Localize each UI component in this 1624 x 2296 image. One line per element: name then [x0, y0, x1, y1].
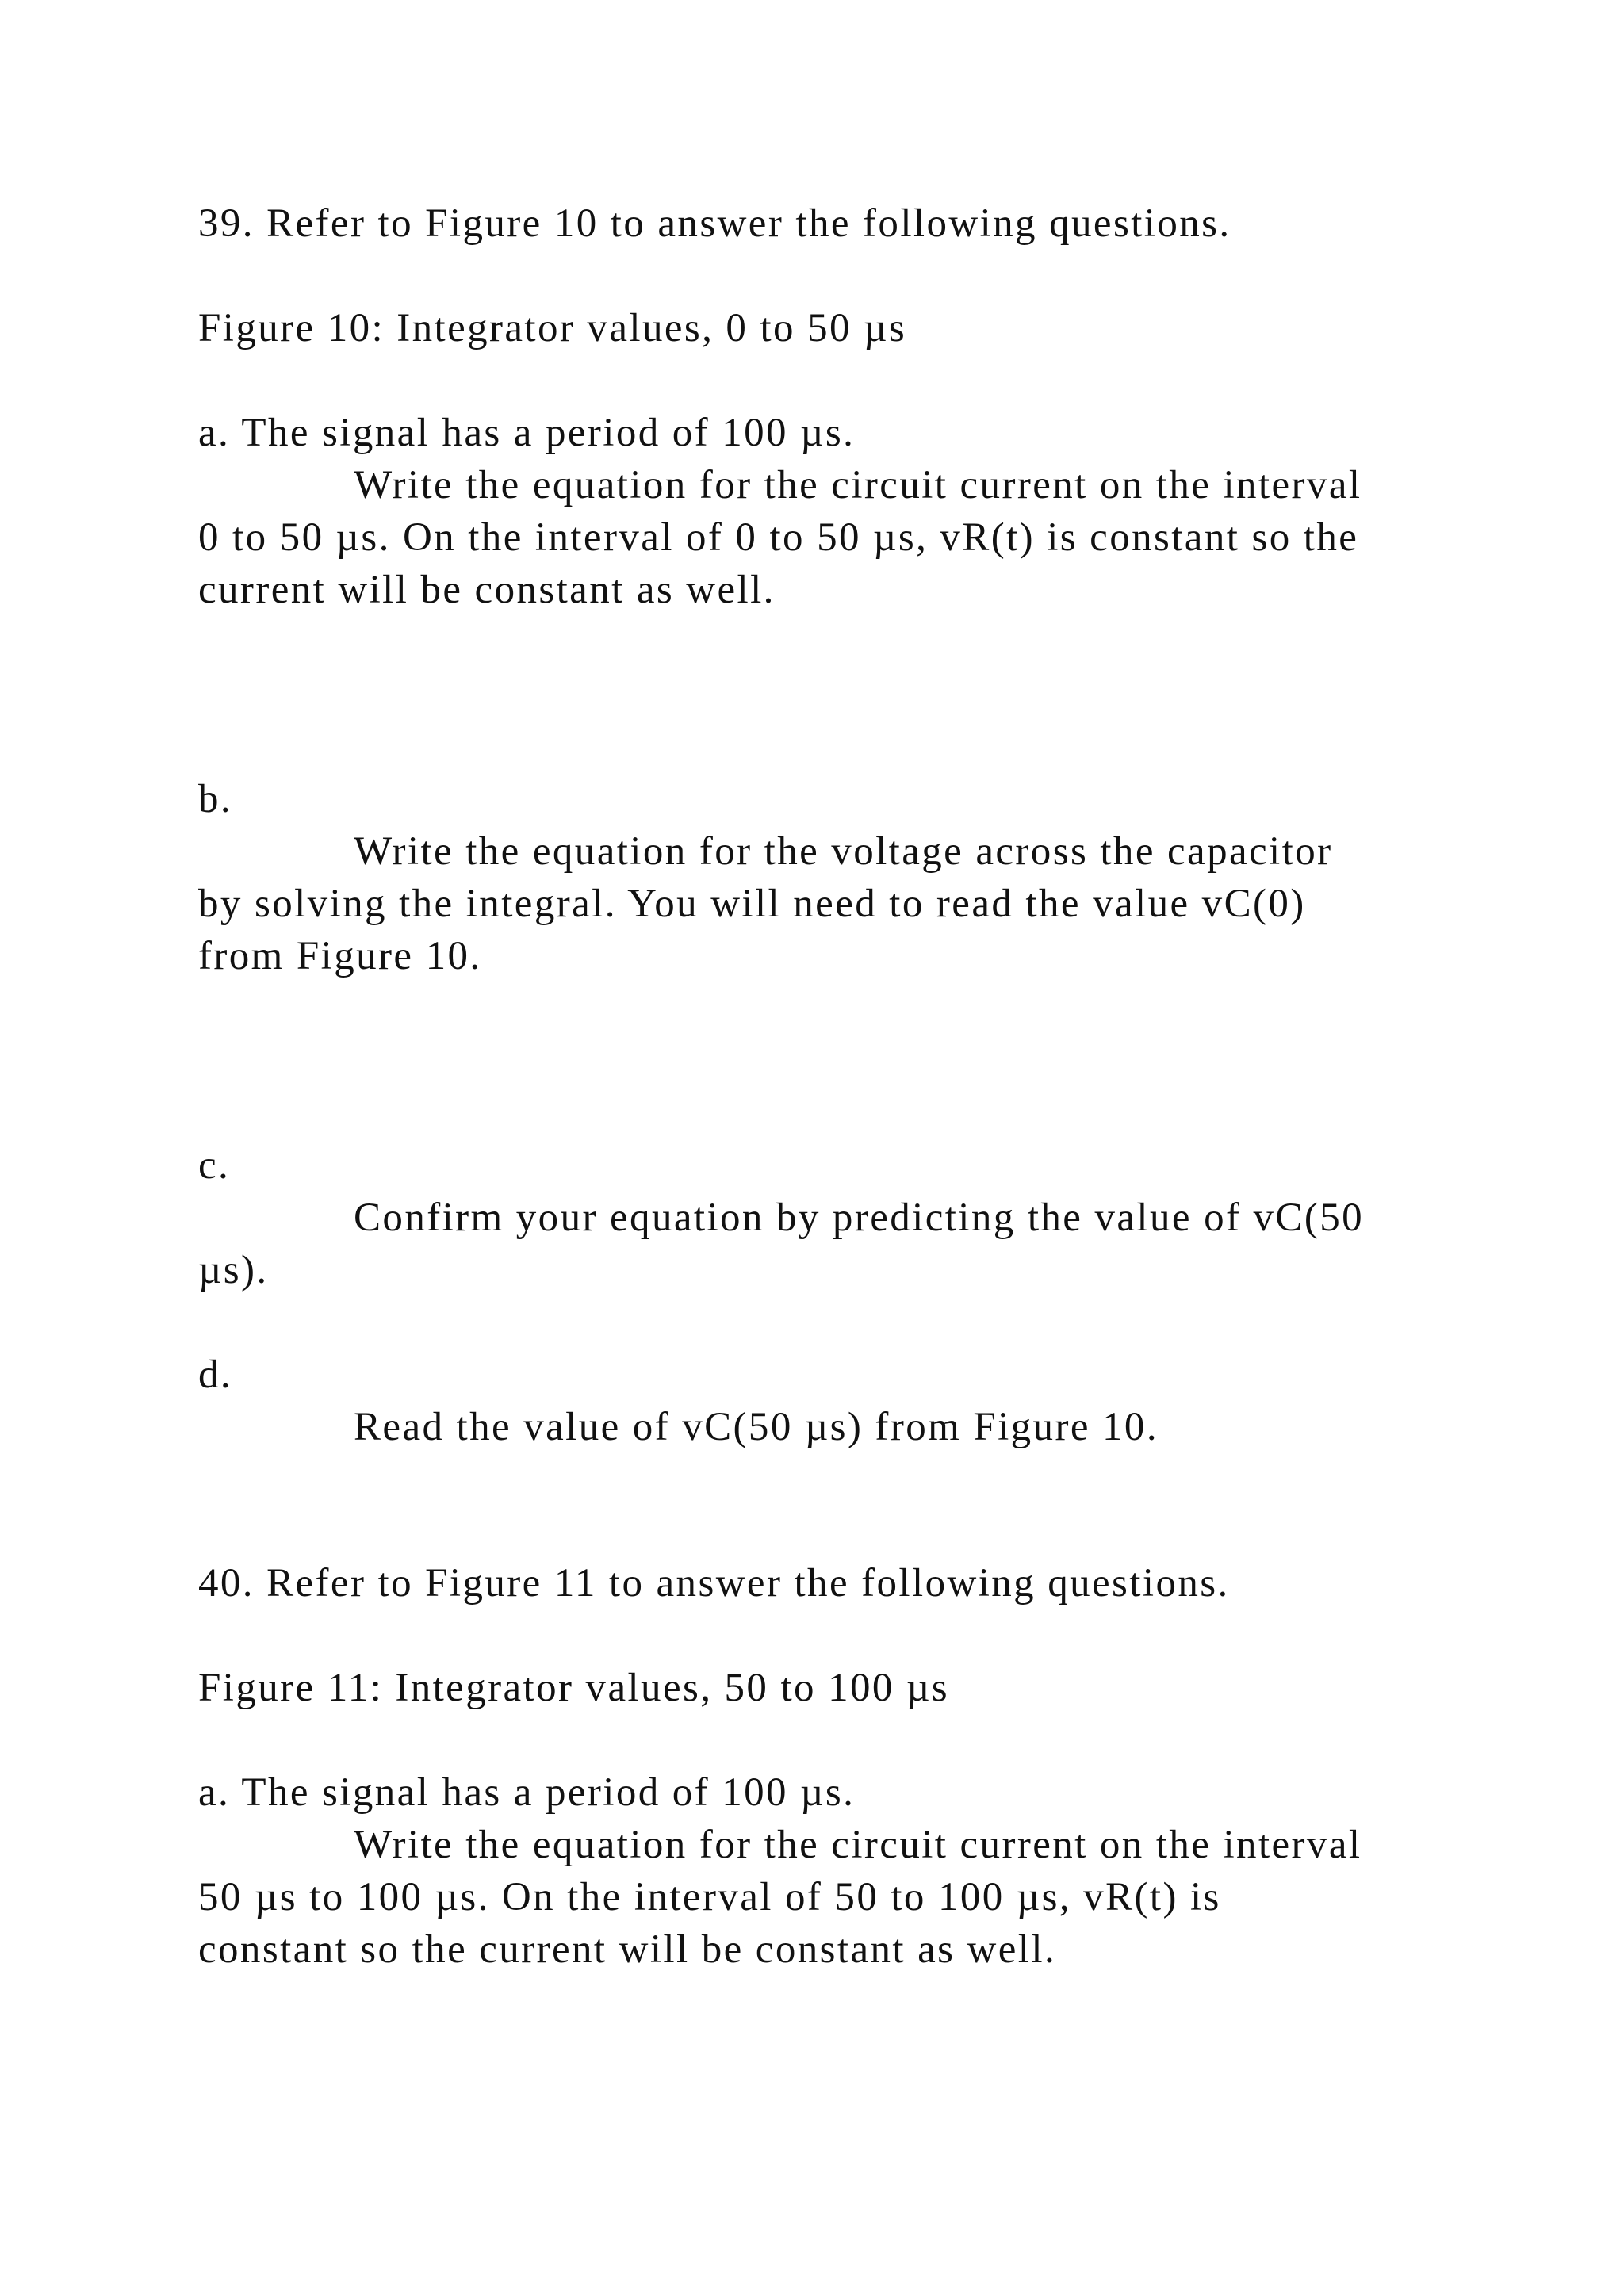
q39-part-a-line-2: Write the equation for the circuit current on the interval — [354, 463, 1362, 507]
q40-part-a-line-4: constant so the current will be constant as well. — [198, 1927, 1057, 1972]
q40-part-a-line-2: Write the equation for the circuit current on the interval — [354, 1823, 1362, 1867]
question-40-heading: 40. Refer to Figure 11 to answer the following questions. — [198, 1561, 1230, 1605]
q39-part-d-line-1: Read the value of vC(50 µs) from Figure 10. — [354, 1405, 1159, 1449]
figure-10-caption: Figure 10: Integrator values, 0 to 50 µs — [198, 306, 907, 350]
q39-part-d-label: d. — [198, 1353, 233, 1397]
q39-part-c-label: c. — [198, 1143, 231, 1188]
q39-part-b-line-2: by solving the integral. You will need to read the value vC(0) — [198, 882, 1306, 926]
q39-part-b-line-1: Write the equation for the voltage across the capacitor — [354, 829, 1333, 874]
figure-11-caption: Figure 11: Integrator values, 50 to 100 µs — [198, 1666, 949, 1710]
q39-part-c-line-1: Confirm your equation by predicting the value of vC(50 — [354, 1196, 1365, 1240]
q39-part-b-line-3: from Figure 10. — [198, 934, 482, 978]
question-39-heading: 39. Refer to Figure 10 to answer the following questions. — [198, 201, 1231, 246]
q39-part-a-line-4: current will be constant as well. — [198, 568, 776, 612]
q39-part-c-line-2: µs). — [198, 1248, 269, 1292]
q39-part-a-line-3: 0 to 50 µs. On the interval of 0 to 50 µs, vR(t) is constant so the — [198, 515, 1359, 560]
q40-part-a-line-1: a. The signal has a period of 100 µs. — [198, 1770, 856, 1815]
q39-part-a-line-1: a. The signal has a period of 100 µs. — [198, 411, 856, 455]
q39-part-b-label: b. — [198, 777, 233, 821]
q40-part-a-line-3: 50 µs to 100 µs. On the interval of 50 to 100 µs, vR(t) is — [198, 1875, 1221, 1919]
